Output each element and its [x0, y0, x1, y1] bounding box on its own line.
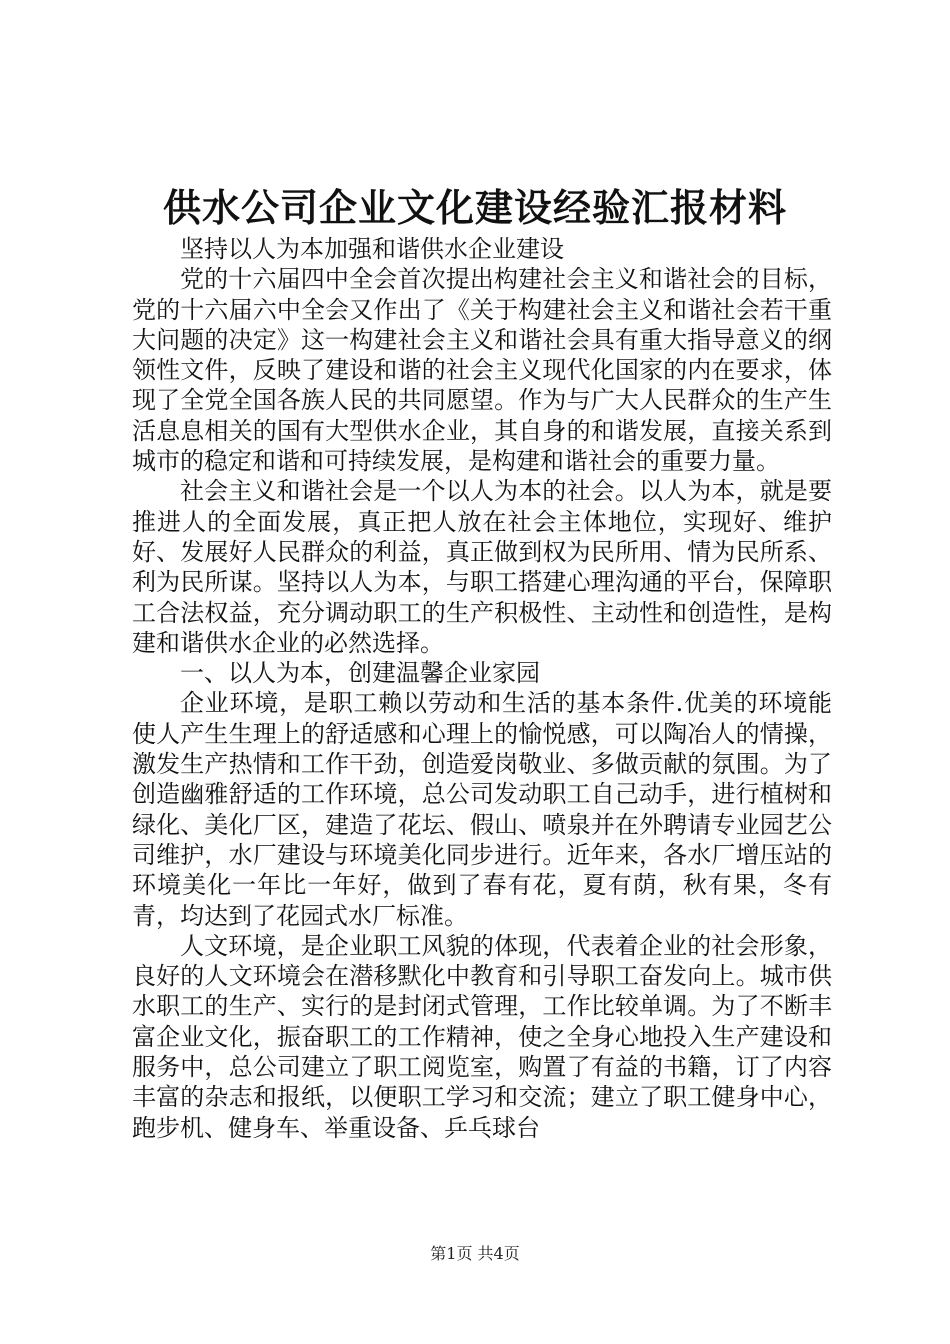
body-paragraph: 党的十六届四中全会首次提出构建社会主义和谐社会的目标，党的十六届六中全会又作出了《关于构建社会主义和谐社会若干重大问题的决定》这一构建社会主义和谐社会具有重大指导意义的纲领性文件，反映了建设和谐的社会主义现代化国家的内在要求，体现了全党全国各族人民的共同愿望。作为与广大人民群众的生产生活息息相关的国有大型供水企业，其自身的和谐发展，直接关系到城市的稳定和谐和可持续发展，是构建和谐社会的重要力量。 [132, 265, 832, 476]
body-paragraph: 企业环境，是职工赖以劳动和生活的基本条件.优美的环境能使人产生生理上的舒适感和心理上的愉悦感，可以陶冶人的情操，激发生产热情和工作干劲，创造爱岗敬业、多做贡献的氛围。为了创造幽雅舒适的工作环境，总公司发动职工自己动手，进行植树和绿化、美化厂区，建造了花坛、假山、喷泉并在外聘请专业园艺公司维护，水厂建设与环境美化同步进行。近年来，各水厂增压站的环境美化一年比一年好，做到了春有花，夏有荫，秋有果，冬有青，均达到了花园式水厂标准。 [132, 689, 832, 930]
page-number-footer: 第1页 共4页 [430, 1244, 520, 1263]
subtitle-paragraph: 坚持以人为本加强和谐供水企业建设 [180, 235, 564, 263]
body-paragraph: 人文环境，是企业职工风貌的体现，代表着企业的社会形象，良好的人文环境会在潜移默化中教育和引导职工奋发向上。城市供水职工的生产、实行的是封闭式管理，工作比较单调。为了不断丰富企业文化，振奋职工的工作精神，使之全身心地投入生产建设和服务中，总公司建立了职工阅览室，购置了有益的书籍，订了内容丰富的杂志和报纸，以便职工学习和交流；建立了职工健身中心，跑步机、健身车、举重设备、乒乓球台 [132, 931, 832, 1142]
body-paragraph: 社会主义和谐社会是一个以人为本的社会。以人为本，就是要推进人的全面发展，真正把人放在社会主体地位，实现好、维护好、发展好人民群众的利益，真正做到权为民所用、情为民所系、利为民所谋。坚持以人为本，与职工搭建心理沟通的平台，保障职工合法权益，充分调动职工的生产积极性、主动性和创造性，是构建和谐供水企业的必然选择。 [132, 477, 832, 657]
document-body [132, 234, 832, 1143]
document-title: 供水公司企业文化建设经验汇报材料 [162, 185, 787, 230]
section-heading: 一、以人为本，创建温馨企业家园 [180, 659, 540, 688]
